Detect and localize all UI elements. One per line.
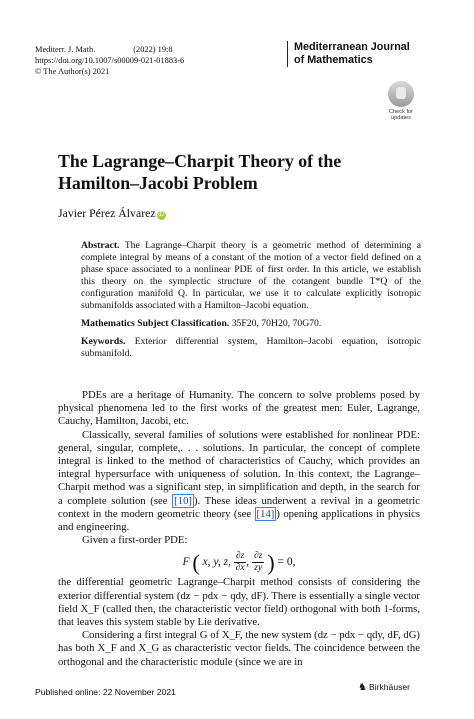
journal-name: Mediterranean Journal of Mathematics (287, 41, 444, 67)
horse-logo-icon: ♞ (358, 682, 367, 693)
citation-14[interactable]: [14] (256, 507, 275, 520)
paragraph-2: Classically, several families of solutions were established for nonlinear PDE: general, singular, complete,. . . solutions. In particular, the concept of complete integral is linked to the method of characteristics of Cauchy, which provides an integral hypersurface with uniqueness of solution. In this context, the Lagrange–Charpit method was a significant step, in simplification and depth, in the search for a complete solution (see [10] ). These ideas underwent a revival in a geometric context in the modern geometric theory (see [14] ) opening applications in physics and engineering. (58, 428, 421, 534)
article-body (58, 389, 420, 669)
publisher-name: ♞ Birkhäuser (358, 682, 411, 693)
doi-link[interactable]: https://doi.org/10.1007/s00009-021-01883-6 (35, 56, 185, 65)
equation-pde: F ( x, y, z, $\frac{\partial z}{\partial x}$, $\frac{\partial z}{zy}$ ) = 0, (182, 550, 296, 576)
copyright: © The Author(s) 2021 (35, 67, 110, 76)
orcid-icon[interactable]: iD (158, 212, 164, 218)
author-name[interactable]: Javier Pérez Álvarez iD (58, 206, 164, 220)
article-title: The Lagrange–Charpit Theory of the Hamilton–Jacobi Problem (58, 151, 342, 193)
keywords: Keywords. Exterior differential system, Hamilton–Jacobi equation, isotropic submanifold. (81, 336, 422, 359)
paragraph-4: the differential geometric Lagrange–Charpit method consists of considering the exterior differential system (dz − pdx − qdy, dF). There is essentially a single vector field X_F (called then, the characteristic vector field) orthogonal with both 1-forms, that leaves this system stable by Lie derivative. (58, 576, 420, 629)
article-metadata (35, 44, 184, 77)
check-updates-icon (388, 81, 414, 107)
abstract-section (81, 240, 421, 366)
paragraph-5: Considering a first integral G of X_F, the new system (dz − pdx − qdy, dF, dG) has both X_F and X_G as characteristic vector fields. The coincidence between the orthogonal and the characteristic module (since we are in (58, 629, 420, 668)
volume-info: (2022) 19:8 (133, 45, 173, 54)
msc-classification: Mathematics Subject Classification. 35F20, 70H20, 70G70. (81, 318, 322, 329)
paragraph-3: Given a first-order PDE: (82, 534, 188, 547)
published-date: Published online: 22 November 2021 (35, 687, 176, 697)
abstract-text: Abstract. The Lagrange–Charpit theory is a geometric method of determining a complete integral by means of a constant of the motion of a vector field defined on a phase space associated to a nonlinear PDE of first order. In this article, we establish this theory on the symplectic structure of the cotangent bundle T*Q of the configuration manifold Q. In particular, we use it to calculate explicitly isotropic submanifolds associated with a Hamilton–Jacobi equation. (81, 240, 422, 311)
paragraph-1: PDEs are a heritage of Humanity. The concern to solve problems posed by physical phenomena led to the first works of the greatest men: Euler, Lagrange, Cauchy, Hamilton, Jacobi, etc. (58, 389, 420, 428)
journal-abbrev: Mediterr. J. Math. (35, 45, 96, 54)
citation-10[interactable]: [10] (174, 494, 192, 507)
check-for-updates-button[interactable]: Check for updates (384, 81, 418, 121)
